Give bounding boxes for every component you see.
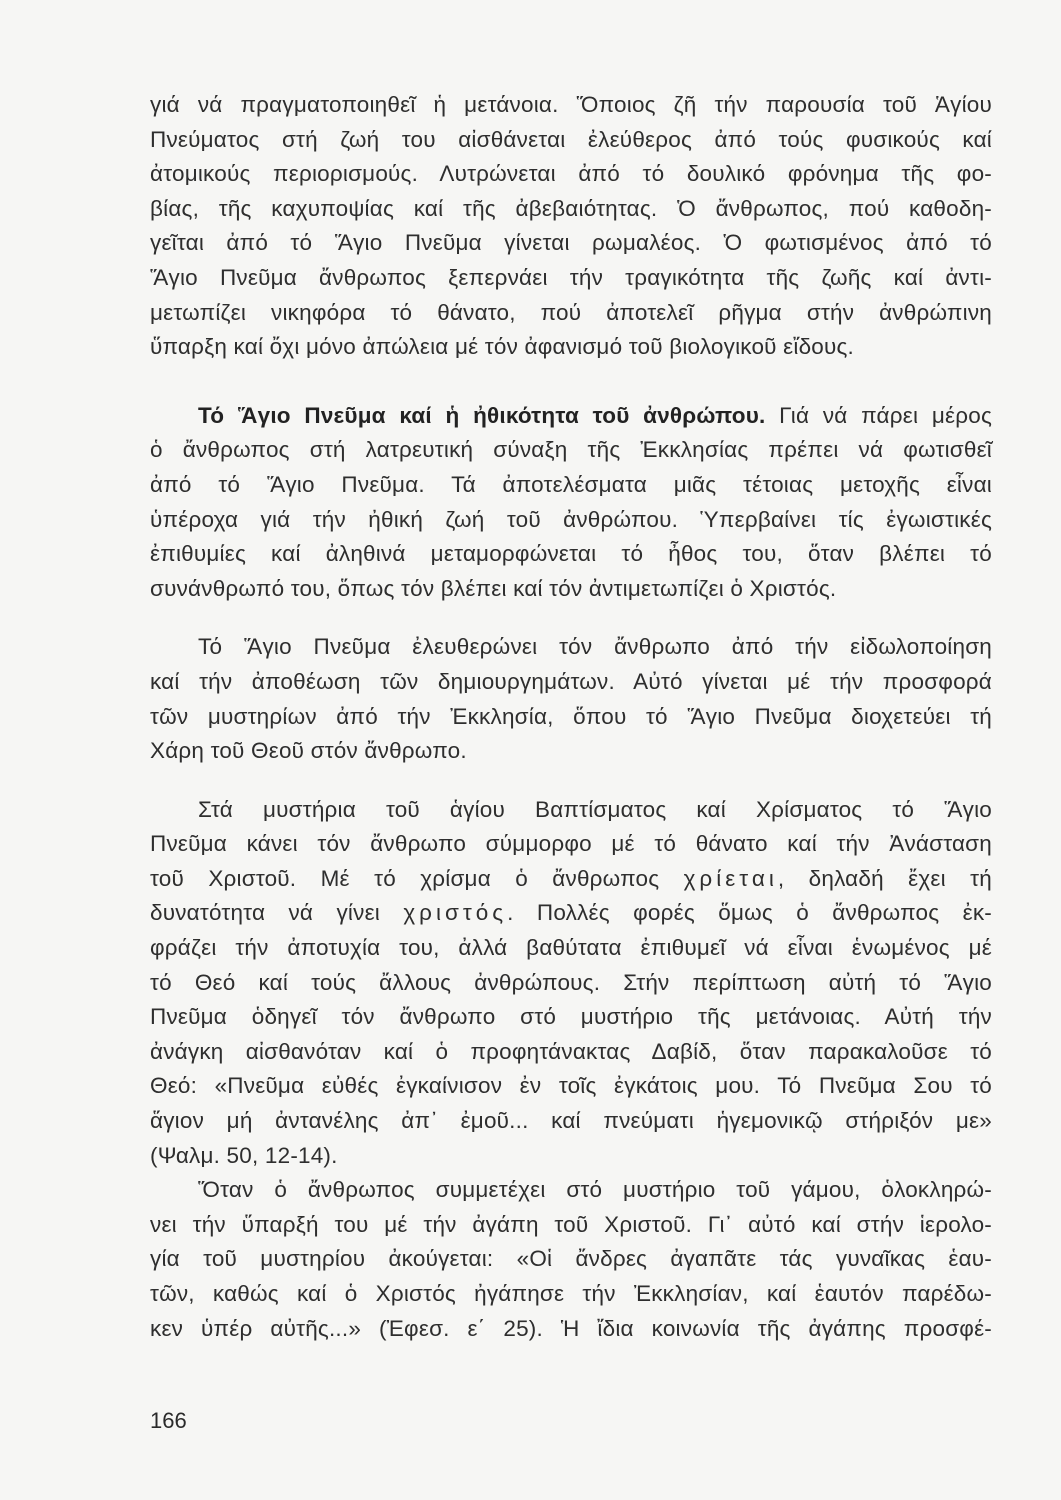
text-line: Πνεῦμα κάνει τόν ἄνθρωπο σύμμορφο μέ τό θάνατο καί τήν Ἀνάσταση — [150, 831, 992, 857]
text-line: Στά μυστήρια τοῦ ἁγίου Βαπτίσματος καί Χρίσματος τό Ἅγιο — [198, 796, 992, 822]
text-line: Θεό: «Πνεῦμα εὐθές ἐγκαίνισον ἐν τοῖς ἐγκάτοις μου. Τό Πνεῦμα Σου τό — [150, 1073, 992, 1099]
text-fragment: , δηλαδή ἔχει τή — [777, 865, 992, 891]
text-line: συνάνθρωπό του, ὅπως τόν βλέπει καί τόν ἀντιμετωπίζει ὁ Χριστός. — [150, 575, 837, 601]
text-fragment: δυνατότητα νά γίνει — [150, 900, 404, 926]
paragraph-2 — [150, 399, 992, 607]
section-heading: Τό Ἅγιο Πνεῦμα καί ἡ ἠθικότητα τοῦ ἀνθρώπου. — [198, 402, 766, 428]
text-line: κεν ὑπέρ αὐτῆς...» (Ἐφεσ. ε΄ 25). Ἡ ἴδια κοινωνία τῆς ἀγάπης προσφέ- — [150, 1315, 992, 1341]
text-line: ἀνάγκη αἰσθανόταν καί ὁ προφητάνακτας Δαβίδ, ὅταν παρακαλοῦσε τό — [150, 1038, 992, 1064]
text-line: φράζει τήν ἀποτυχία του, ἀλλά βαθύτατα ἐπιθυμεῖ νά εἶναι ἑνωμένος μέ — [150, 935, 992, 961]
text-line: Ὅταν ὁ ἄνθρωπος συμμετέχει στό μυστήριο τοῦ γάμου, ὁλοκληρώ- — [198, 1177, 992, 1203]
text-line: τῶν, καθώς καί ὁ Χριστός ἠγάπησε τήν Ἐκκλησίαν, καί ἑαυτόν παρέδω- — [150, 1281, 992, 1306]
text-line: ἀπό τό Ἅγιο Πνεῦμα. Τά ἀποτελέσματα μιᾶς τέτοιας μετοχῆς εἶναι — [150, 471, 992, 497]
text-line: τό Θεό καί τούς ἄλλους ἀνθρώπους. Στήν περίπτωση αὐτή τό Ἅγιο — [150, 969, 992, 995]
text-line: ὑπέροχα γιά τήν ἠθική ζωή τοῦ ἀνθρώπου. Ὑπερβαίνει τίς ἐγωιστικές — [150, 506, 992, 532]
section-first-line — [150, 399, 992, 434]
paragraph-1 — [150, 88, 992, 365]
text-line: καί τήν ἀποθέωση τῶν δημιουργημάτων. Αὐτό γίνεται μέ τήν προσφορά — [150, 668, 992, 694]
text-line: ὁ ἄνθρωπος στή λατρευτική σύναξη τῆς Ἐκκλησίας πρέπει νά φωτισθεῖ — [150, 437, 992, 463]
text-line: γεῖται ἀπό τό Ἅγιο Πνεῦμα γίνεται ρωμαλέος. Ὁ φωτισμένος ἀπό τό — [150, 230, 992, 256]
paragraph-gap — [150, 606, 992, 630]
paragraph-gap — [150, 769, 992, 793]
text-line: ἀτομικούς περιορισμούς. Λυτρώνεται ἀπό τό δουλικό φρόνημα τῆς φο- — [150, 161, 992, 187]
page-number: 166 — [150, 1408, 187, 1433]
text-line: Τό Ἅγιο Πνεῦμα ἐλευθερώνει τόν ἄνθρωπο ἀπό τήν εἰδωλοποίηση — [198, 634, 992, 660]
text-line: ἅγιον μή ἀντανέλης ἀπ᾽ ἐμοῦ... καί πνεύματι ἡγεμονικῷ στήριξόν με» — [150, 1108, 992, 1134]
text-line: ἐπιθυμίες καί ἀληθινά μεταμορφώνεται τό ἦθος του, ὅταν βλέπει τό — [150, 541, 992, 567]
section-gap — [150, 365, 992, 399]
section-heading-tail: Γιά νά πάρει μέρος — [765, 402, 992, 428]
paragraph-5 — [150, 1173, 992, 1346]
text-line: μετωπίζει νικηφόρα τό θάνατο, πού ἀποτελεῖ ρῆγμα στήν ἀνθρώπινη — [150, 299, 992, 325]
text-line: ὕπαρξη καί ὄχι μόνο ἀπώλεια μέ τόν ἀφανισμό τοῦ βιολογικοῦ εἴδους. — [150, 334, 855, 360]
spaced-word: χριστός — [403, 900, 508, 926]
text-line: γία τοῦ μυστηρίου ἀκούγεται: «Οἱ ἄνδρες ἀγαπᾶτε τάς γυναῖκας ἑαυ- — [150, 1246, 992, 1272]
text-line: βίας, τῆς καχυποψίας καί τῆς ἀβεβαιότητας. Ὁ ἄνθρωπος, πού καθοδη- — [150, 195, 992, 221]
text-fragment: . Πολλές φορές ὅμως ὁ ἄνθρωπος ἐκ- — [507, 900, 992, 926]
text-fragment: τοῦ Χριστοῦ. Μέ τό χρίσμα ὁ ἄνθρωπος — [150, 865, 684, 891]
text-line: (Ψαλμ. 50, 12-14). — [150, 1142, 338, 1168]
text-line: Πνεύματος στή ζωή του αἰσθάνεται ἐλεύθερος ἀπό τούς φυσικούς καί — [150, 126, 992, 152]
text-line: Χάρη τοῦ Θεοῦ στόν ἄνθρωπο. — [150, 738, 467, 764]
text-line — [150, 896, 992, 931]
text-line: τῶν μυστηρίων ἀπό τήν Ἐκκλησία, ὅπου τό Ἅγιο Πνεῦμα διοχετεύει τή — [150, 703, 992, 729]
text-line: γιά νά πραγματοποιηθεῖ ἡ μετάνοια. Ὅποιος ζῆ τήν παρουσία τοῦ Ἁγίου — [150, 92, 992, 117]
spaced-word: χρίεται — [683, 865, 778, 891]
page-body — [150, 88, 992, 1346]
paragraph-3 — [150, 630, 992, 768]
text-line: νει τήν ὕπαρξή του μέ τήν ἀγάπη τοῦ Χριστοῦ. Γι᾽ αὐτό καί στήν ἱερολο- — [150, 1211, 992, 1237]
text-line — [150, 862, 992, 897]
text-line: Ἅγιο Πνεῦμα ἄνθρωπος ξεπερνάει τήν τραγικότητα τῆς ζωῆς καί ἀντι- — [150, 264, 992, 290]
text-line: Πνεῦμα ὁδηγεῖ τόν ἄνθρωπο στό μυστήριο τῆς μετάνοιας. Αὐτή τήν — [150, 1004, 992, 1030]
paragraph-4 — [150, 793, 992, 1174]
